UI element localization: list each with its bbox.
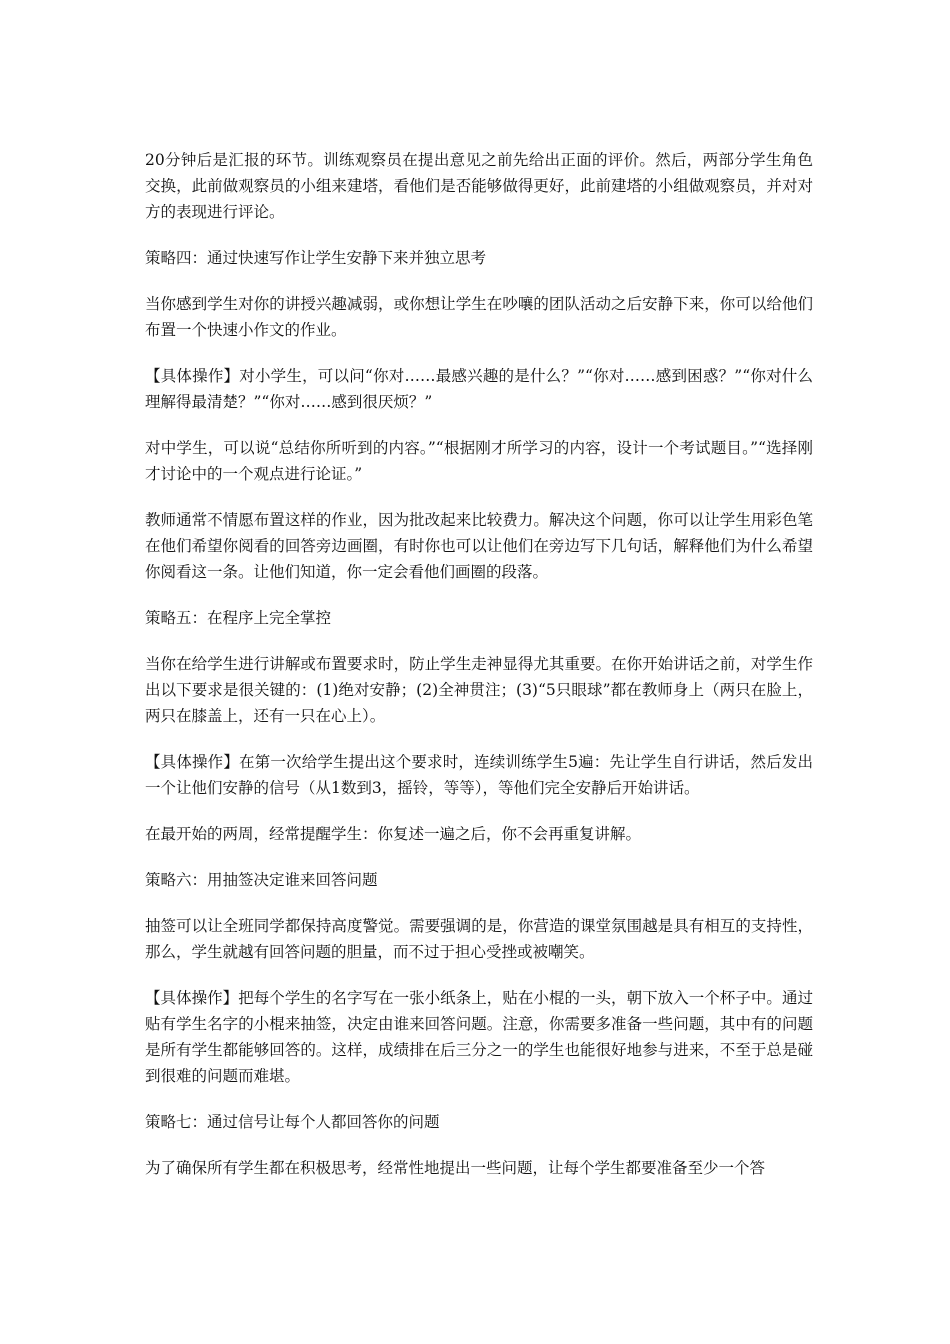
paragraph-quickwrite-secondary: 对中学生，可以说“总结你所听到的内容。”“根据刚才所学习的内容，设计一个考试题目。”“选择刚才讨论中的一个观点进行论证。” bbox=[145, 439, 813, 483]
paragraph-quickwrite-intro: 当你感到学生对你的讲授兴趣减弱，或你想让学生在吵嚷的团队活动之后安静下来，你可以给他们布置一个快速小作文的作业。 bbox=[145, 295, 813, 339]
paragraph-procedure-reminder: 在最开始的两周，经常提醒学生：你复述一遍之后，你不会再重复讲解。 bbox=[145, 825, 642, 843]
paragraph-lottery-intro: 抽签可以让全班同学都保持高度警觉。需要强调的是，你营造的课堂氛围越是具有相互的支持性，那么，学生就越有回答问题的胆量，而不过于担心受挫或被嘲笑。 bbox=[145, 917, 813, 961]
paragraph-lottery-operation: 【具体操作】把每个学生的名字写在一张小纸条上，贴在小棍的一头，朝下放入一个杯子中。通过贴有学生名字的小棍来抽签，决定由谁来回答问题。注意，你需要多准备一些问题，其中有的问题是所有学生都能够回答的。这样，成绩排在后三分之一的学生也能很好地参与进来，不至于总是碰到很难的问题而难堪。 bbox=[145, 989, 813, 1085]
heading-strategy-4: 策略四：通过快速写作让学生安静下来并独立思考 bbox=[145, 249, 487, 267]
heading-strategy-6: 策略六：用抽签决定谁来回答问题 bbox=[145, 871, 378, 889]
heading-strategy-7: 策略七：通过信号让每个人都回答你的问题 bbox=[145, 1113, 440, 1131]
paragraph-quickwrite-primary: 【具体操作】对小学生，可以问“你对……最感兴趣的是什么？”“你对……感到困惑？”“你对什么理解得最清楚？”“你对……感到很厌烦？” bbox=[145, 367, 813, 411]
paragraph-quickwrite-grading: 教师通常不情愿布置这样的作业，因为批改起来比较费力。解决这个问题，你可以让学生用彩色笔在他们希望你阅看的回答旁边画圈，有时你也可以让他们在旁边写下几句话，解释他们为什么希望你阅看这一条。让他们知道，你一定会看他们画圈的段落。 bbox=[145, 511, 813, 581]
paragraph-signal-intro: 为了确保所有学生都在积极思考，经常性地提出一些问题，让每个学生都要准备至少一个答 bbox=[145, 1159, 766, 1177]
paragraph-procedure-operation: 【具体操作】在第一次给学生提出这个要求时，连续训练学生5遍：先让学生自行讲话，然后发出一个让他们安静的信号（从1数到3，摇铃，等等），等他们完全安静后开始讲话。 bbox=[145, 753, 813, 797]
document-body bbox=[145, 147, 813, 1201]
heading-strategy-5: 策略五：在程序上完全掌控 bbox=[145, 609, 332, 627]
paragraph-debrief: 20分钟后是汇报的环节。训练观察员在提出意见之前先给出正面的评价。然后，两部分学生角色交换，此前做观察员的小组来建塔，看他们是否能够做得更好，此前建塔的小组做观察员，并对对方的表现进行评论。 bbox=[145, 151, 813, 221]
paragraph-procedure-intro: 当你在给学生进行讲解或布置要求时，防止学生走神显得尤其重要。在你开始讲话之前，对学生作出以下要求是很关键的：(1)绝对安静；(2)全神贯注；(3)“5只眼球”都在教师身上（两只在脸上，两只在膝盖上，还有一只在心上）。 bbox=[145, 655, 813, 725]
